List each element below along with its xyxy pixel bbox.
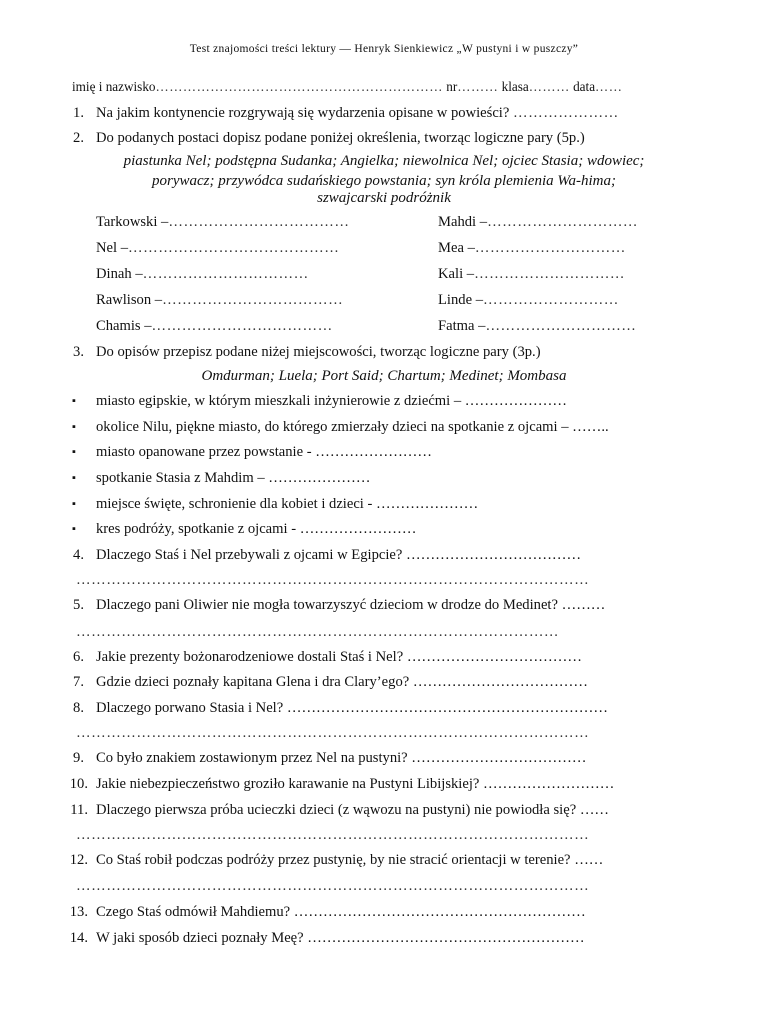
- question-text[interactable]: Co Staś robił podczas podróży przez pustynię, by nie stracić orientacji w terenie? ……: [96, 852, 604, 868]
- answer-field[interactable]: …………………………: [487, 214, 638, 230]
- class-field[interactable]: ………: [528, 79, 570, 94]
- terms-line: szwajcarski podróżnik: [317, 190, 451, 206]
- question-text[interactable]: Dlaczego pani Oliwier nie mogła towarzyszyć dzieciom w drodze do Medinet? ………: [96, 597, 606, 613]
- question-text[interactable]: Gdzie dzieci poznały kapitana Glena i dra Clary’ego? ………………………………: [96, 674, 588, 690]
- list-item[interactable]: miejsce święte, schronienie dla kobiet i dzieci - …………………: [96, 496, 479, 512]
- pair-row-right: [438, 213, 638, 231]
- character-name: Dinah –: [96, 266, 143, 282]
- character-name: Tarkowski –: [96, 214, 169, 230]
- question-number: 8.: [73, 700, 84, 716]
- student-info-line: [72, 78, 622, 96]
- name-label: imię i nazwisko: [72, 79, 156, 94]
- date-label: data: [573, 79, 596, 94]
- answer-field[interactable]: ………………………………: [162, 292, 344, 308]
- pair-row-right: [438, 291, 619, 309]
- question-number: 2.: [73, 130, 84, 146]
- pair-row-left: [96, 265, 309, 283]
- answer-line[interactable]: …………………………………………………………………………………………: [76, 827, 590, 843]
- question-text[interactable]: Dlaczego Staś i Nel przebywali z ojcami w Egipcie? ………………………………: [96, 547, 582, 563]
- pair-row-left: [96, 239, 339, 257]
- list-item[interactable]: miasto egipskie, w którym mieszkali inżynierowie z dziećmi – …………………: [96, 393, 567, 409]
- pair-row-left: [96, 291, 343, 309]
- question-3-text: Do opisów przepisz podane niżej miejscowości, tworząc logiczne pary (3p.): [96, 344, 541, 360]
- question-number: 4.: [73, 547, 84, 563]
- character-name: Kali –: [438, 266, 475, 282]
- bullet-icon: ▪: [72, 523, 76, 535]
- question-text: Na jakim kontynencie rozgrywają się wydarzenia opisane w powieści?: [96, 105, 510, 121]
- bullet-icon: ▪: [72, 472, 76, 484]
- answer-field[interactable]: ………………………………: [151, 318, 333, 334]
- question-text[interactable]: Jakie niebezpieczeństwo groziło karawanie na Pustyni Libijskiej? ………………………: [96, 776, 615, 792]
- pair-row-right: [438, 239, 626, 257]
- nr-label: nr: [446, 79, 458, 94]
- question-number: 10.: [69, 776, 88, 792]
- class-label: klasa: [501, 79, 529, 94]
- answer-line[interactable]: …………………………………………………………………………………………: [76, 878, 590, 894]
- answer-field[interactable]: …………………………: [485, 318, 637, 334]
- question-text[interactable]: W jaki sposób dzieci poznały Meę? …………………………………………………: [96, 930, 585, 946]
- question-number: 14.: [69, 930, 88, 946]
- list-item[interactable]: kres podróży, spotkanie z ojcami - ……………………: [96, 521, 417, 537]
- character-name: Mahdi –: [438, 214, 488, 230]
- answer-field[interactable]: ……………………………………: [128, 240, 340, 256]
- terms-line: porywacz; przywódca sudańskiego powstania; syn króla plemienia Wa-hima;: [152, 173, 616, 189]
- list-item[interactable]: miasto opanowane przez powstanie - ……………………: [96, 444, 432, 460]
- question-text[interactable]: Dlaczego porwano Stasia i Nel? …………………………………………………………: [96, 700, 608, 716]
- answer-line[interactable]: …………………………………………………………………………………………: [76, 572, 590, 588]
- answer-field[interactable]: ………………………: [483, 292, 619, 308]
- answer-field[interactable]: ………………………………: [168, 214, 350, 230]
- answer-line[interactable]: …………………………………………………………………………………………: [76, 725, 590, 741]
- question-number: 13.: [69, 904, 88, 920]
- question-number: 5.: [73, 597, 84, 613]
- bullet-icon: ▪: [72, 498, 76, 510]
- answer-field[interactable]: …………………………: [474, 240, 626, 256]
- bullet-icon: ▪: [72, 421, 76, 433]
- name-field[interactable]: ………………………………………………………: [155, 79, 443, 94]
- answer-field[interactable]: ……………………………: [142, 266, 309, 282]
- answer-line[interactable]: ……………………………………………………………………………………: [76, 624, 559, 640]
- nr-field[interactable]: ………: [457, 79, 499, 94]
- question-number: 12.: [69, 852, 88, 868]
- character-name: Fatma –: [438, 318, 486, 334]
- terms-line: piastunka Nel; podstępna Sudanka; Angielka; niewolnica Nel; ojciec Stasia; wdowiec;: [123, 153, 645, 169]
- date-field[interactable]: ……: [595, 79, 623, 94]
- question-2-text: Do podanych postaci dopisz podane poniżej określenia, tworząc logiczne pary (5p.): [96, 130, 585, 146]
- character-name: Rawlison –: [96, 292, 163, 308]
- question-text[interactable]: Co było znakiem zostawionym przez Nel na pustyni? ………………………………: [96, 750, 587, 766]
- bullet-icon: ▪: [72, 395, 76, 407]
- page-header: Test znajomości treści lektury — Henryk Sienkiewicz „W pustyni i w puszczy”: [189, 43, 579, 55]
- question-number: 9.: [73, 750, 84, 766]
- question-number: 1.: [73, 105, 84, 121]
- question-number: 6.: [73, 649, 84, 665]
- answer-field[interactable]: …………………………: [474, 266, 626, 282]
- pair-row-left: [96, 213, 349, 231]
- list-item[interactable]: okolice Nilu, piękne miasto, do którego zmierzały dzieci na spotkanie z ojcami – ……..: [96, 419, 609, 435]
- character-name: Nel –: [96, 240, 129, 256]
- pair-row-right: [438, 265, 625, 283]
- question-number: 11.: [70, 802, 88, 818]
- question-number: 3.: [73, 344, 84, 360]
- question-text[interactable]: Dlaczego pierwsza próba ucieczki dzieci (z wąwozu na pustyni) nie powiodła się? ……: [96, 802, 610, 818]
- character-name: Linde –: [438, 292, 483, 308]
- question-text[interactable]: Jakie prezenty bożonarodzeniowe dostali Staś i Nel? ………………………………: [96, 649, 582, 665]
- bullet-icon: ▪: [72, 446, 76, 458]
- places-line: Omdurman; Luela; Port Said; Chartum; Medinet; Mombasa: [201, 368, 567, 384]
- question-text[interactable]: Czego Staś odmówił Mahdiemu? ……………………………………………………: [96, 904, 586, 920]
- question-number: 7.: [73, 674, 84, 690]
- question-1: [96, 104, 619, 122]
- list-item[interactable]: spotkanie Stasia z Mahdim – …………………: [96, 470, 371, 486]
- character-name: Mea –: [438, 240, 475, 256]
- pair-row-right: [438, 317, 636, 335]
- answer-field[interactable]: …………………: [513, 105, 619, 121]
- pair-row-left: [96, 317, 333, 335]
- character-name: Chamis –: [96, 318, 152, 334]
